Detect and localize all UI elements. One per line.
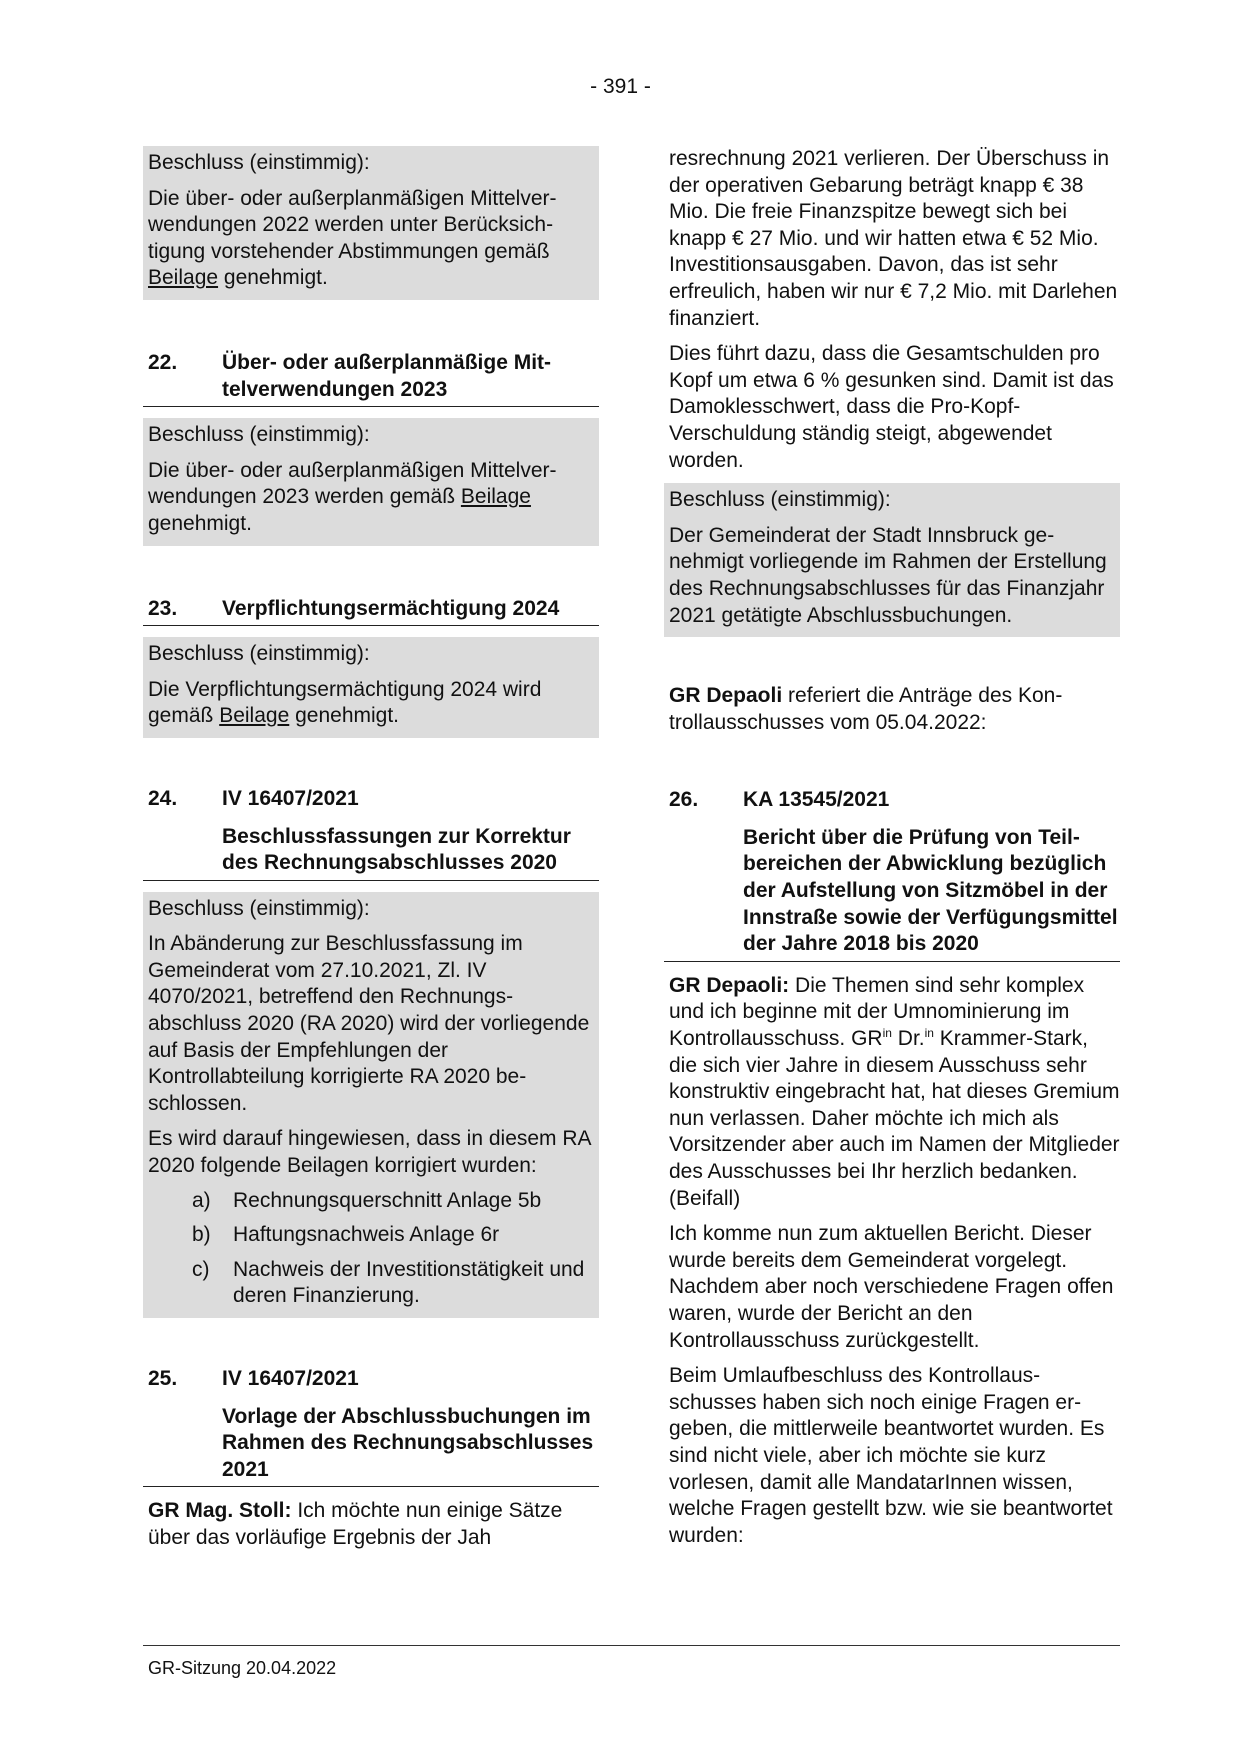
resolution-text: In Abänderung zur Beschlussfassung im Gemeinderat vom 27.10.2021, Zl. IV 4070/2021, betreffend den Rechnungsabschluss 2020 (RA 2020) wird der vorliegende auf Basis der Empfehlungen der Kontrollabteilung korrigierte RA 2020 beschlossen.	[148, 932, 590, 1115]
agenda-number: 22.	[148, 350, 178, 374]
list-item: c) Nachweis der Investitionstätigkeit und deren Finanzierung.	[192, 1257, 585, 1308]
agenda-item-23	[143, 596, 599, 627]
left-column	[143, 146, 599, 1561]
speech-continuation: resrechnung 2021 verlieren. Der Überschuss in der operativen Gebarung beträgt knapp € 38 Mio. Die freie Finanzspitze bewegt sich bei knapp € 27 Mio. und wir hatten etwa € 52 Mio. Investitionsausgaben. Davon, das ist sehr erfreulich, haben wir nur € 7,2 Mio. mit Darlehen finanziert.	[669, 147, 1118, 330]
agenda-title: Verpflichtungsermächtigung 2024	[222, 596, 560, 620]
agenda-item-24	[143, 786, 599, 881]
agenda-reference: KA 13545/2021	[743, 788, 890, 812]
resolution-label: Beschluss (einstimmig):	[148, 423, 370, 447]
agenda-title: Vorlage der Abschlussbuchungen im Rahmen des Rechnungsabschlusses 2021	[222, 1404, 594, 1481]
speech-paragraph: Ich komme nun zum aktuellen Bericht. Dieser wurde bereits dem Gemeinderat vorgelegt. Nachdem aber noch verschiedene Fragen offen waren, wurde der Bericht an den Kontrollausschuss zurückgestellt.	[669, 1222, 1114, 1352]
speech-depaoli: GR Depaoli: Die Themen sind sehr komplex und ich beginne mit der Umnominierung im Kontrollausschuss. $GR^{in}$ Dr.$^{in}$ Krammer-Stark, die sich vier Jahre in diesem Ausschuss sehr konstruktiv eingebracht hat, hat dieses Gremium nun verlassen. Daher möchte ich mich als Vorsitzender aber auch im Namen der Mitglieder des Ausschusses bei Ihr herzlich bedanken. (Beifall) Ich komme nun zum aktuellen Bericht. Dieser wurde bereits dem Gemeinderat vorgelegt. Nachdem aber noch verschiedene Fragen offen waren, wurde der Bericht an den Kontrollausschuss zurückgestellt. Beim Umlaufbeschluss des Kontrollausschusses haben sich noch einige Fragen ergeben, die mittlerweile beantwortet wurden. Es sind nicht viele, aber ich möchte sie kurz vorlesen, damit alle MandatarInnen wissen, welche Fragen gestellt bzw. wie sie beantwortet wurden:	[664, 973, 1120, 1549]
speech-stoll	[143, 1498, 599, 1551]
speaker-name: GR Depaoli:	[669, 973, 790, 997]
speaker-name: GR Mag. Stoll:	[148, 1499, 292, 1523]
speech-paragraph: Dies führt dazu, dass die Gesamtschulden pro Kopf um etwa 6 % gesunken sind. Damit ist das Damoklesschwert, dass die Pro-Kopf-Verschuldung ständig steigt, abgewendet worden.	[669, 342, 1114, 472]
agenda-title: Über- oder außerplanmäßige Mittelverwendungen 2023	[222, 350, 552, 401]
resolution-label: Beschluss (einstimmig):	[669, 488, 891, 512]
agenda-reference: IV 16407/2021	[222, 786, 359, 810]
agenda-title: Beschlussfassungen zur Korrektur des Rechnungsabschlusses 2020	[222, 824, 571, 875]
resolution-label: Beschluss (einstimmig):	[148, 151, 370, 174]
beilage-link[interactable]: Beilage	[148, 266, 219, 290]
resolution-box-23	[143, 637, 599, 738]
resolution-text: Die über- oder außerplanmäßigen Mittelverwendungen 2022 werden unter Berücksichtigung vorstehender Abstimmungen gemäß Beilage genehmigt.	[148, 186, 557, 290]
agenda-number: 25.	[148, 1367, 178, 1390]
speech-paragraph: Beim Umlaufbeschluss des Kontrollausschusses haben sich noch einige Fragen ergeben, die mittlerweile beantwortet wurden. Es sind nicht viele, aber ich möchte sie kurz vorlesen, damit alle MandatarInnen wissen, welche Fragen gestellt bzw. wie sie beantwortet wurden:	[669, 1364, 1113, 1547]
agenda-number: 26.	[669, 788, 699, 812]
footer-divider	[143, 1645, 1120, 1646]
depaoli-introduction: GR Depaoli referiert die Anträge des Kontrollausschusses vom 05.04.2022:	[669, 684, 1063, 734]
beilage-link[interactable]: Beilage	[460, 485, 531, 509]
resolution-box-25	[664, 483, 1120, 637]
page-number: - 391 -	[590, 75, 651, 98]
agenda-number: 24.	[148, 786, 178, 810]
speech-text: Ich möchte nun einige Sätze über das vorläufige Ergebnis der Jah	[148, 1499, 563, 1549]
agenda-reference: IV 16407/2021	[222, 1367, 359, 1390]
resolution-label: Beschluss (einstimmig):	[148, 896, 370, 920]
agenda-item-26	[664, 787, 1120, 962]
resolution-text: Die über- oder außerplanmäßigen Mittelverwendungen 2023 werden gemäß Beilage genehmigt.	[148, 458, 557, 535]
list-item: b) Haftungsnachweis Anlage 6r	[192, 1223, 500, 1247]
agenda-number: 23.	[148, 596, 178, 620]
right-column	[664, 146, 1120, 1558]
agenda-item-22	[143, 350, 599, 407]
resolution-text: Der Gemeinderat der Stadt Innsbruck genehmigt vorliegende im Rahmen der Erstellung des Rechnungsabschlusses für das Finanzjahr 2021 getätigte Abschlussbuchungen.	[669, 523, 1107, 627]
resolution-box-24	[143, 892, 599, 1318]
speaker-name: GR Depaoli	[669, 684, 783, 708]
resolution-text: Die Verpflichtungsermächtigung 2024 wird gemäß Beilage genehmigt.	[148, 677, 542, 728]
agenda-item-25	[143, 1366, 599, 1487]
beilage-link[interactable]: Beilage	[219, 704, 290, 728]
resolution-box-22	[143, 418, 599, 545]
agenda-title: Bericht über die Prüfung von Teilbereichen der Abwicklung bezüglich der Aufstellung von Sitzmöbel in der Innstraße sowie der Verfügungsmittel der Jahre 2018 bis 2020	[743, 825, 1118, 956]
list-item: a) Rechnungsquerschnitt Anlage 5b	[192, 1188, 542, 1212]
resolution-label: Beschluss (einstimmig):	[148, 642, 370, 666]
resolution-box-2022	[143, 146, 599, 300]
resolution-note: Es wird darauf hingewiesen, dass in diesem RA 2020 folgende Beilagen korrigiert wurden:	[148, 1127, 591, 1178]
footer-session-date: GR-Sitzung 20.04.2022	[148, 1658, 337, 1678]
